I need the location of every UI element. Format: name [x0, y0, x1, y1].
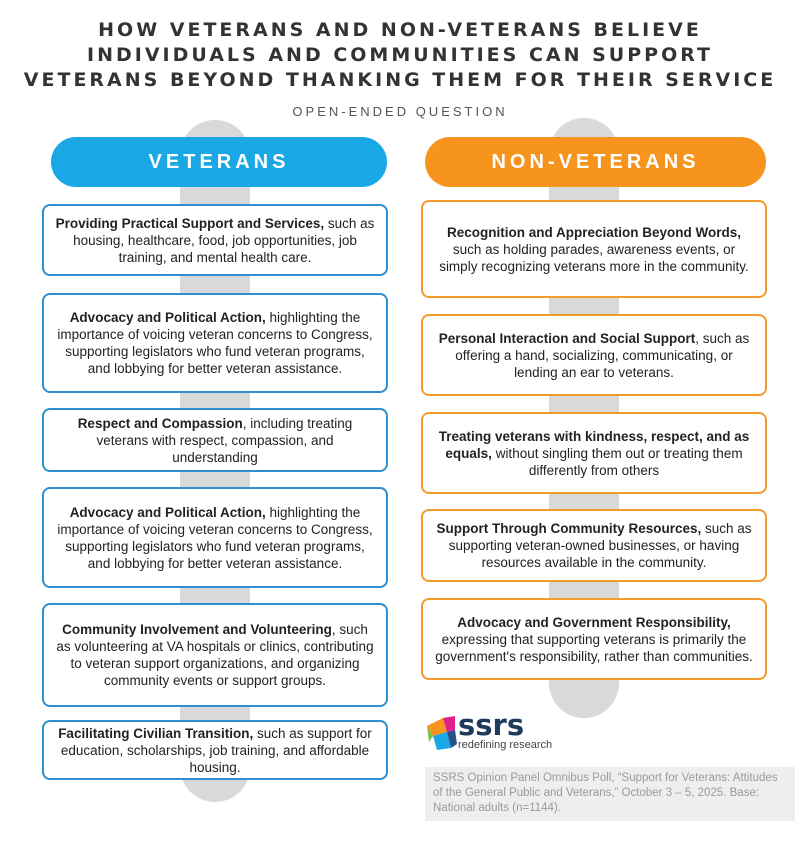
veterans-card-6 [42, 720, 388, 780]
logo-tagline: redefining research [458, 739, 553, 751]
card-heading: Treating veterans with kindness, respect, and as equals, [438, 428, 750, 461]
card-heading: Respect and Compassion [77, 415, 243, 431]
card-text: without singling them out or treating them differently from others [491, 445, 743, 478]
card-text: such as housing, healthcare, food, job opportunities, job training, and mental health care. [73, 215, 375, 265]
card-text: such as supporting veteran-owned businesses, or having resources available in the community. [448, 521, 752, 570]
card-heading: Advocacy and Political Action, [69, 504, 266, 520]
card-text: , such as volunteering at VA hospitals or clinics, contributing to veteran support organizations, and organizing community events or support groups. [56, 622, 374, 688]
card-heading: Advocacy and Government Responsibility, [457, 614, 731, 630]
card-text: expressing that supporting veterans is primarily the government's responsibility, rather than communities. [435, 631, 753, 664]
card-text: such as holding parades, awareness events, or simply recognizing veterans more in the community. [439, 241, 749, 274]
non-veterans-card-4 [421, 509, 767, 582]
page-title: HOW VETERANS AND NON-VETERANS BELIEVE INDIVIDUALS AND COMMUNITIES CAN SUPPORT VETERANS BEYOND THANKING THEM FOR THEIR SERVICE [23, 19, 777, 91]
veterans-card-1 [42, 204, 388, 276]
logo-wordmark: ssrs [458, 708, 525, 742]
card-heading: Providing Practical Support and Services, [55, 215, 325, 231]
non-veterans-card-5 [421, 598, 767, 680]
veterans-header: VETERANS [51, 137, 387, 187]
non-veterans-card-3 [421, 412, 767, 494]
card-text: highlighting the importance of voicing veteran concerns to Congress, supporting legislators who fund veteran programs, and lobbying for better veteran assistance. [57, 310, 373, 376]
non-veterans-card-2 [421, 314, 767, 396]
card-heading: Facilitating Civilian Transition, [58, 725, 254, 741]
card-heading: Advocacy and Political Action, [69, 310, 266, 325]
card-heading: Community Involvement and Volunteering [62, 622, 332, 637]
veterans-card-5 [42, 603, 388, 707]
card-text: highlighting the importance of voicing veteran concerns to Congress, supporting legislators who fund veteran programs, and lobbying for better veteran assistance. [57, 504, 373, 571]
card-heading: Recognition and Appreciation Beyond Words, [446, 224, 741, 240]
veterans-card-2 [42, 293, 388, 393]
card-heading: Personal Interaction and Social Support [438, 330, 696, 346]
veterans-card-3 [42, 408, 388, 472]
card-text: , such as offering a hand, socializing, communicating, or lending an ear to veterans. [455, 330, 750, 380]
veterans-card-4 [42, 487, 388, 588]
page-subtitle: OPEN-ENDED QUESTION [292, 104, 508, 119]
non-veterans-header: NON-VETERANS [425, 137, 766, 187]
source-note: SSRS Opinion Panel Omnibus Poll, “Support for Veterans: Attitudes of the General Public and Veterans,” October 3 – 5, 2025. Base: National adults (n=1144). [425, 767, 795, 821]
card-heading: Support Through Community Resources, [436, 521, 702, 536]
non-veterans-card-1 [421, 200, 767, 298]
card-text: such as support for education, scholarships, job training, and affordable housing. [60, 725, 372, 775]
card-text: , including treating veterans with respect, compassion, and understanding [96, 415, 353, 465]
